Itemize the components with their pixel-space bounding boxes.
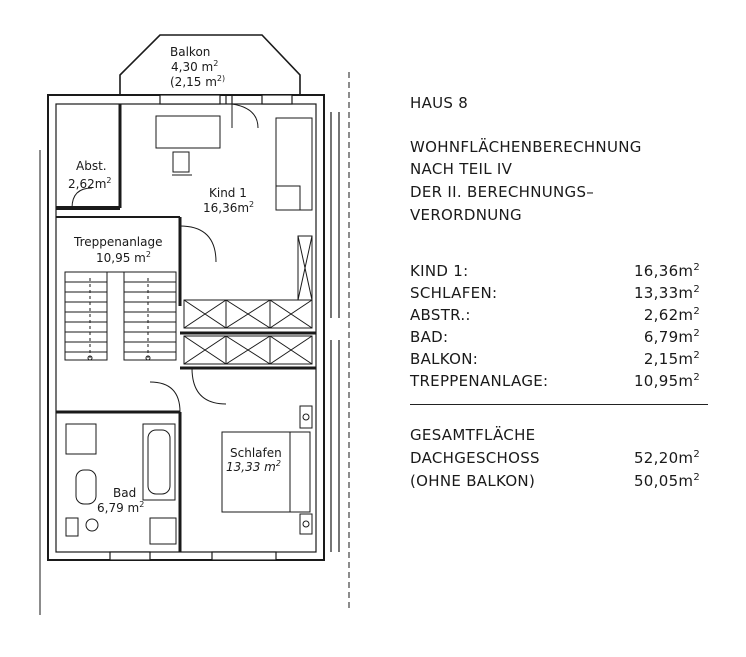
bath-fixtures (66, 424, 176, 544)
area-row-bad (410, 328, 700, 349)
area-value: $6,79m^2$ (643, 328, 700, 346)
label-bad-area: 6,79 $m^2$ (97, 500, 145, 515)
window-bottom-right (212, 552, 276, 560)
label-schlafen-area: 13,33 $m^2$ (226, 459, 281, 474)
calc-heading-line-4: VERORDNUNG (410, 206, 522, 224)
total-heading: GESAMTFLÄCHE (410, 426, 536, 444)
area-value: $2,62m^2$ (643, 306, 700, 324)
total-row-dachgeschoss (410, 449, 700, 470)
area-label: TREPPENANLAGE: (410, 372, 549, 390)
area-row-balkon (410, 350, 700, 371)
window-top-left (160, 95, 220, 104)
window-bottom-left (110, 552, 150, 560)
label-treppe: Treppenanlage (74, 235, 163, 249)
area-label: KIND 1: (410, 262, 469, 280)
divider (410, 404, 708, 405)
area-label: ABSTR.: (410, 306, 471, 324)
label-abst: Abst. (76, 159, 107, 173)
window-top-right (262, 95, 292, 104)
area-label: SCHLAFEN: (410, 284, 498, 302)
area-label: BAD: (410, 328, 449, 346)
area-row-treppenanlage (410, 372, 700, 393)
total-value: $50,05m^2$ (633, 472, 700, 490)
area-label: BALKON: (410, 350, 479, 368)
total-label: DACHGESCHOSS (410, 449, 540, 467)
label-abst-area: $2,62m^2$ (68, 176, 112, 191)
area-value: $10,95m^2$ (633, 372, 700, 390)
area-row-kind (410, 262, 700, 283)
label-schlafen: Schlafen (230, 446, 282, 460)
label-treppe-area: 10,95 $m^2$ (96, 250, 151, 265)
total-label: (OHNE BALKON) (410, 472, 536, 490)
area-value: $16,36m^2$ (633, 262, 700, 280)
label-kind-area: $16,36m^2$ (203, 200, 255, 215)
total-value: $52,20m^2$ (633, 449, 700, 467)
calc-heading-line-3: DER II. BERECHNUNGS– (410, 183, 595, 201)
label-balkon: Balkon (170, 45, 211, 59)
house-title: HAUS 8 (410, 94, 469, 112)
label-balkon-area-alt: (2,15 $m^{2)}$ (170, 74, 226, 89)
area-row-abstr (410, 306, 700, 327)
label-kind: Kind 1 (209, 186, 247, 200)
total-row-ohne-balkon (410, 472, 700, 493)
staircase (65, 272, 176, 360)
calc-heading-line-1: WOHNFLÄCHENBERECHNUNG (410, 138, 642, 156)
area-value: $13,33m^2$ (633, 284, 700, 302)
label-bad: Bad (113, 486, 137, 500)
area-value: $2,15m^2$ (643, 350, 700, 368)
calc-heading-line-2: NACH TEIL IV (410, 160, 513, 178)
label-balkon-area: 4,30 $m^2$ (171, 59, 219, 74)
area-row-schlafen (410, 284, 700, 305)
